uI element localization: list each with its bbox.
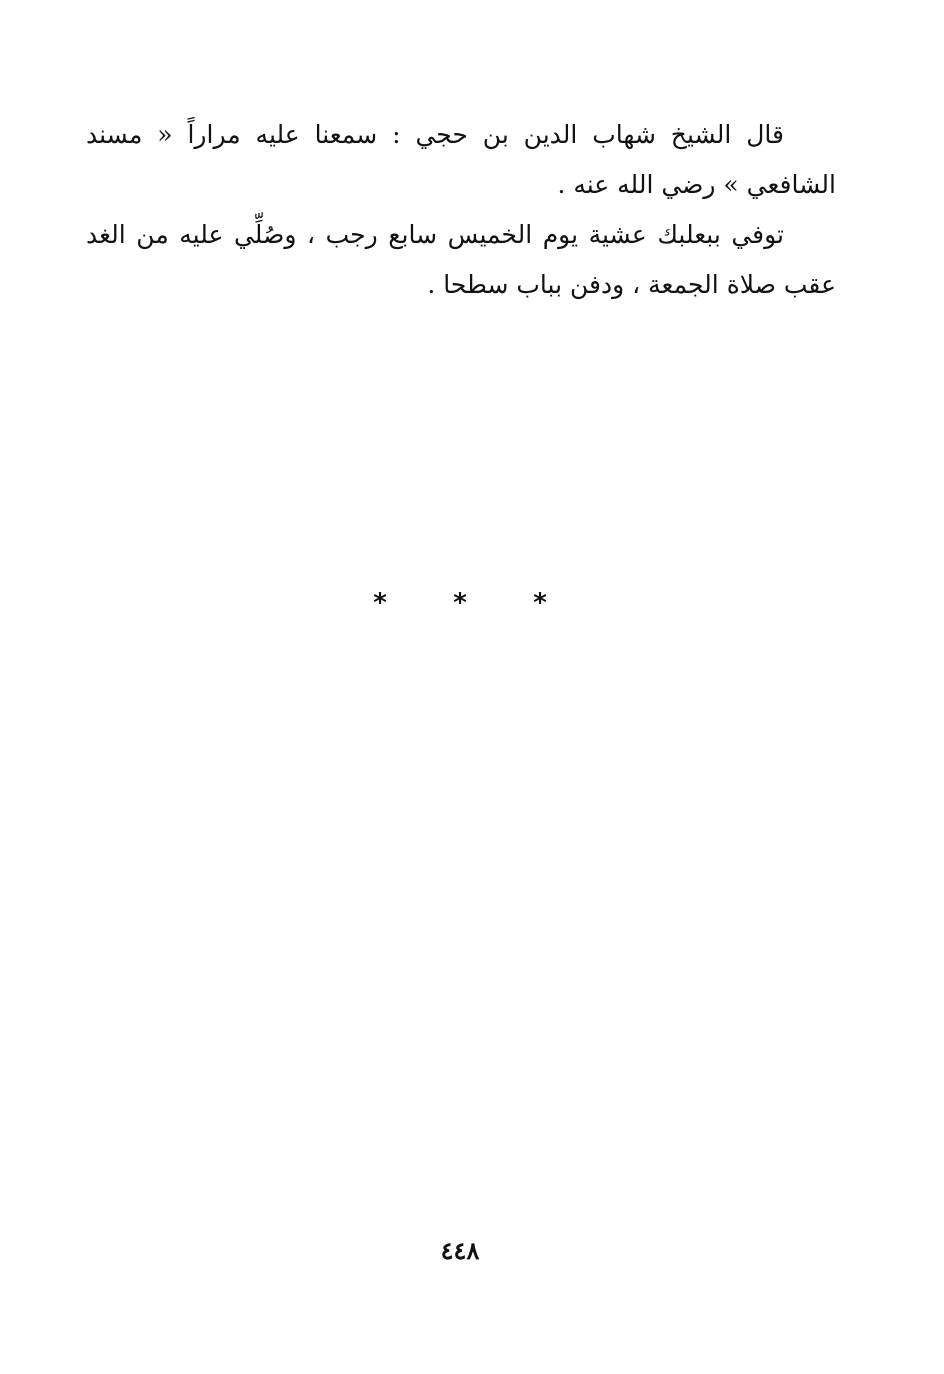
asterisk-icon: * [533,588,547,618]
paragraph-ibn-hijji-note: قال الشيخ شهاب الدين بن حجي : سمعنا عليه مراراً « مسند الشافعي » رضي الله عنه . [86,120,836,199]
section-separator [360,588,560,618]
asterisk-icon: * [453,588,467,618]
page-number: ٤٤٨ [440,1236,480,1265]
asterisk-icon: * [373,588,387,618]
paragraph-death-note: توفي ببعلبك عشية يوم الخميس سابع رجب ، وصُلِّي عليه من الغد عقب صلاة الجمعة ، ودفن بباب سطحا . [86,220,836,299]
body-text [86,110,836,310]
